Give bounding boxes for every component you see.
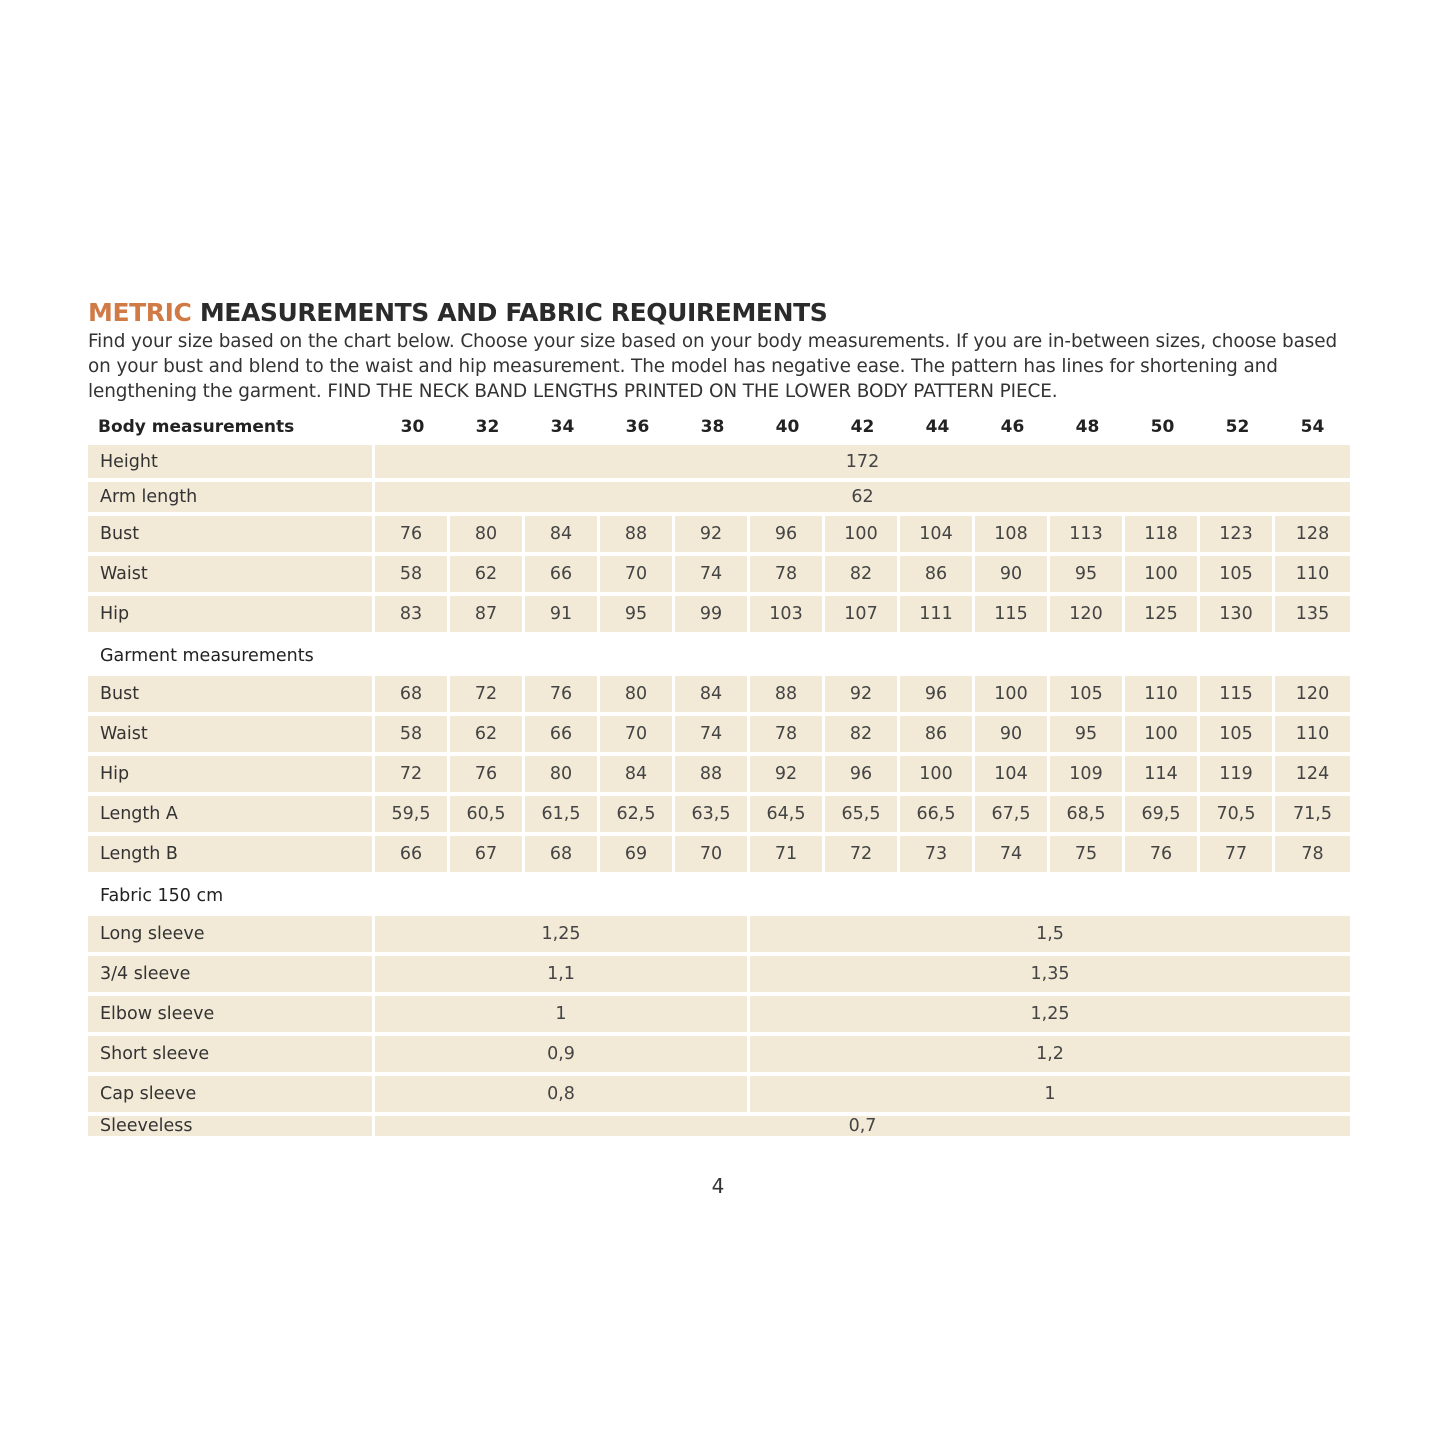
- table-cell: 67: [450, 836, 525, 876]
- row-label: Cap sleeve: [88, 1076, 375, 1116]
- size-header: 34: [550, 416, 575, 437]
- table-cell: 73: [900, 836, 975, 876]
- title-rest: MEASUREMENTS AND FABRIC REQUIREMENTS: [191, 298, 828, 327]
- row-label: Bust: [88, 676, 375, 716]
- table-cell: 92: [825, 676, 900, 716]
- size-header: 40: [775, 416, 800, 437]
- row-label: Height: [88, 445, 375, 482]
- table-cell: 76: [1125, 836, 1200, 876]
- table-cell: 1: [375, 996, 750, 1036]
- table-cell: 80: [525, 756, 600, 796]
- table-header-label: Body measurements: [98, 416, 295, 437]
- table-cell: 123: [1200, 516, 1275, 556]
- table-cell: 70: [600, 716, 675, 756]
- table-cell: 61,5: [525, 796, 600, 836]
- table-cell: 120: [1275, 676, 1350, 716]
- table-cell: 110: [1275, 556, 1350, 596]
- size-header: 32: [475, 416, 500, 437]
- table-cell: 110: [1275, 716, 1350, 756]
- table-cell: 72: [450, 676, 525, 716]
- table-cell: 72: [375, 756, 450, 796]
- table-cell: 71: [750, 836, 825, 876]
- table-cell: 99: [675, 596, 750, 636]
- row-label: Length A: [88, 796, 375, 836]
- table-cell: 86: [900, 716, 975, 756]
- row-label: Short sleeve: [88, 1036, 375, 1076]
- table-cell: 76: [450, 756, 525, 796]
- table-cell: 1,2: [750, 1036, 1350, 1076]
- table-cell: 103: [750, 596, 825, 636]
- table-cell: 68: [375, 676, 450, 716]
- table-cell: 109: [1050, 756, 1125, 796]
- table-cell: 62: [375, 482, 1350, 516]
- table-cell: 92: [750, 756, 825, 796]
- table-cell: 96: [900, 676, 975, 716]
- table-cell: 78: [1275, 836, 1350, 876]
- size-header: 38: [700, 416, 725, 437]
- table-cell: 118: [1125, 516, 1200, 556]
- table-cell: 62,5: [600, 796, 675, 836]
- table-cell: 84: [675, 676, 750, 716]
- table-cell: 66,5: [900, 796, 975, 836]
- table-cell: 87: [450, 596, 525, 636]
- table-cell: 88: [750, 676, 825, 716]
- table-cell: 68: [525, 836, 600, 876]
- table-cell: 105: [1200, 716, 1275, 756]
- table-cell: 69,5: [1125, 796, 1200, 836]
- table-cell: 115: [1200, 676, 1275, 716]
- table-cell: 62: [450, 716, 525, 756]
- table-cell: 1,25: [750, 996, 1350, 1036]
- table-cell: 83: [375, 596, 450, 636]
- table-cell: 110: [1125, 676, 1200, 716]
- table-cell: 108: [975, 516, 1050, 556]
- table-cell: 95: [1050, 556, 1125, 596]
- table-cell: 72: [825, 836, 900, 876]
- table-cell: 0,9: [375, 1036, 750, 1076]
- table-cell: 92: [675, 516, 750, 556]
- table-cell: 76: [375, 516, 450, 556]
- table-cell: 78: [750, 716, 825, 756]
- table-cell: 1,25: [375, 916, 750, 956]
- table-cell: 100: [1125, 556, 1200, 596]
- table-cell: 64,5: [750, 796, 825, 836]
- table-cell: 1,5: [750, 916, 1350, 956]
- row-label: Long sleeve: [88, 916, 375, 956]
- table-cell: 80: [450, 516, 525, 556]
- table-cell: 60,5: [450, 796, 525, 836]
- size-header: 52: [1225, 416, 1250, 437]
- table-cell: 104: [975, 756, 1050, 796]
- table-cell: 111: [900, 596, 975, 636]
- table-cell: 74: [975, 836, 1050, 876]
- table-cell: 88: [600, 516, 675, 556]
- row-label: Waist: [88, 716, 375, 756]
- table-cell: 71,5: [1275, 796, 1350, 836]
- size-header: 54: [1300, 416, 1325, 437]
- row-label: Length B: [88, 836, 375, 876]
- table-cell: 105: [1200, 556, 1275, 596]
- table-cell: 135: [1275, 596, 1350, 636]
- table-cell: 74: [675, 716, 750, 756]
- table-cell: 80: [600, 676, 675, 716]
- table-cell: 0,7: [375, 1116, 1350, 1140]
- table-cell: 113: [1050, 516, 1125, 556]
- table-cell: 66: [525, 716, 600, 756]
- table-cell: 105: [1050, 676, 1125, 716]
- table-cell: 67,5: [975, 796, 1050, 836]
- size-header: 50: [1150, 416, 1175, 437]
- document: [88, 298, 1350, 404]
- row-label: 3/4 sleeve: [88, 956, 375, 996]
- table-cell: 95: [600, 596, 675, 636]
- size-header: 48: [1075, 416, 1100, 437]
- table-cell: 172: [375, 445, 1350, 482]
- page-title: [88, 298, 1350, 328]
- section-heading: Fabric 150 cm: [100, 886, 224, 906]
- table-cell: 58: [375, 556, 450, 596]
- table-cell: 90: [975, 716, 1050, 756]
- section-heading: Garment measurements: [100, 646, 314, 666]
- table-cell: 70: [600, 556, 675, 596]
- table-cell: 82: [825, 556, 900, 596]
- table-cell: 91: [525, 596, 600, 636]
- row-label: Sleeveless: [88, 1116, 375, 1140]
- table-cell: 1,35: [750, 956, 1350, 996]
- table-cell: 88: [675, 756, 750, 796]
- table-cell: 66: [375, 836, 450, 876]
- row-label: Arm length: [88, 482, 375, 516]
- table-cell: 84: [600, 756, 675, 796]
- table-cell: 100: [975, 676, 1050, 716]
- table-cell: 65,5: [825, 796, 900, 836]
- table-cell: 100: [1125, 716, 1200, 756]
- table-cell: 62: [450, 556, 525, 596]
- table-cell: 100: [825, 516, 900, 556]
- table-cell: 115: [975, 596, 1050, 636]
- table-cell: 70,5: [1200, 796, 1275, 836]
- table-cell: 66: [525, 556, 600, 596]
- table-cell: 78: [750, 556, 825, 596]
- table-cell: 70: [675, 836, 750, 876]
- table-cell: 74: [675, 556, 750, 596]
- size-header: 46: [1000, 416, 1025, 437]
- row-label: Bust: [88, 516, 375, 556]
- size-header: 44: [925, 416, 950, 437]
- row-label: Elbow sleeve: [88, 996, 375, 1036]
- table-cell: 68,5: [1050, 796, 1125, 836]
- table-cell: 120: [1050, 596, 1125, 636]
- table-cell: 63,5: [675, 796, 750, 836]
- table-cell: 107: [825, 596, 900, 636]
- table-cell: 1,1: [375, 956, 750, 996]
- size-header: 30: [400, 416, 425, 437]
- table-cell: 130: [1200, 596, 1275, 636]
- table-cell: 95: [1050, 716, 1125, 756]
- table-cell: 125: [1125, 596, 1200, 636]
- table-cell: 0,8: [375, 1076, 750, 1116]
- title-accent: METRIC: [88, 298, 192, 327]
- size-header: 36: [625, 416, 650, 437]
- table-cell: 128: [1275, 516, 1350, 556]
- table-cell: 58: [375, 716, 450, 756]
- table-cell: 75: [1050, 836, 1125, 876]
- table-cell: 76: [525, 676, 600, 716]
- table-cell: 1: [750, 1076, 1350, 1116]
- table-cell: 69: [600, 836, 675, 876]
- table-cell: 96: [825, 756, 900, 796]
- size-chart-table: [88, 408, 1350, 1140]
- row-label: Hip: [88, 596, 375, 636]
- table-cell: 114: [1125, 756, 1200, 796]
- table-cell: 90: [975, 556, 1050, 596]
- table-cell: 82: [825, 716, 900, 756]
- table-cell: 104: [900, 516, 975, 556]
- row-label: Waist: [88, 556, 375, 596]
- table-cell: 96: [750, 516, 825, 556]
- table-cell: 119: [1200, 756, 1275, 796]
- intro-text: Find your size based on the chart below. Choose your size based on your body measurements. If you are in-between sizes, choose based on your bust and blend to the waist and hip measurement. The model has negative ease. The pattern has lines for shortening and lengthening the garment. FIND THE NECK BAND LENGTHS PRINTED ON THE LOWER BODY PATTERN PIECE.: [88, 331, 1338, 402]
- size-header: 42: [850, 416, 875, 437]
- page-number: 4: [711, 1174, 725, 1198]
- table-cell: 86: [900, 556, 975, 596]
- table-cell: 77: [1200, 836, 1275, 876]
- table-cell: 84: [525, 516, 600, 556]
- row-label: Hip: [88, 756, 375, 796]
- table-cell: 124: [1275, 756, 1350, 796]
- table-cell: 100: [900, 756, 975, 796]
- table-cell: 59,5: [375, 796, 450, 836]
